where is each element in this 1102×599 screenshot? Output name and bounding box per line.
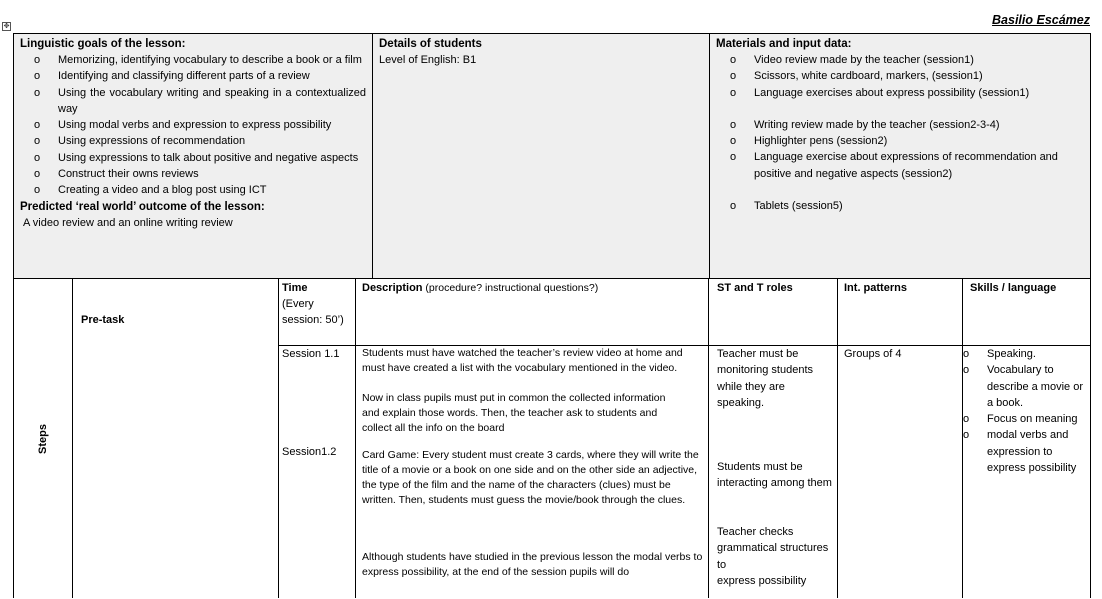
material-item: o Scissors, white cardboard, markers, (session1) [716, 68, 1084, 84]
role-text: Teacher checks grammatical structures to [717, 526, 829, 571]
goals-heading: Linguistic goals of the lesson: [20, 38, 186, 50]
material-item: o Tablets (session5) [716, 198, 1084, 214]
students-heading: Details of students [379, 38, 482, 50]
outcome-text: A video review and an online writing review [23, 216, 233, 229]
author-name: Basilio Escámez [992, 13, 1090, 27]
material-item: o Highlighter pens (session2) [716, 133, 1084, 149]
material-item: o Video review made by the teacher (session1) [716, 52, 1084, 68]
stage-pre-task: Pre-task [81, 314, 125, 326]
materials-cell [710, 34, 1090, 278]
goal-item: o Using modal verbs and expression to express possibility [20, 117, 366, 133]
materials-list-session2 [716, 117, 1084, 182]
description-paragraph: Now in class pupils must put in common the collected information and explain those words. Then, the teacher ask to students and collect all the info on the board [362, 392, 666, 434]
description-header [362, 280, 702, 296]
steps-side-label [14, 279, 73, 599]
goal-item: o Using expressions to talk about positive and negative aspects [20, 150, 366, 166]
skills-list [963, 346, 1089, 476]
interaction-pattern: Groups of 4 [844, 348, 902, 360]
skill-item: o modal verbs and expression to express possibility [963, 427, 1089, 476]
description-paragraph: Although students have studied in the previous lesson the modal verbs to express possibility, at the end of the session pupils will do [362, 551, 703, 578]
materials-heading: Materials and input data: [716, 38, 852, 50]
english-level: Level of English: B1 [379, 54, 477, 66]
goal-item: o Using the vocabulary writing and speaking in a contextualized way [20, 85, 366, 118]
goal-item: o Identifying and classifying different parts of a review [20, 68, 366, 84]
session-1-2: Session1.2 [282, 446, 337, 458]
material-item: o Language exercise about expressions of recommendation and positive and negative aspects (session2) [716, 149, 1084, 182]
goals-list [20, 52, 366, 199]
goal-item: o Using expressions of recommendation [20, 133, 366, 149]
description-paragraph: Students must have watched the teacher’s review video at home and must have created a list with the vocabulary mentioned in the video. [362, 347, 683, 374]
goal-item: o Construct their owns reviews [20, 166, 366, 182]
skill-item: o Focus on meaning [963, 411, 1089, 427]
material-item: o Language exercises about express possibility (session1) [716, 85, 1084, 101]
skills-header: Skills / language [970, 282, 1057, 294]
skill-item: o Speaking. [963, 346, 1089, 362]
role-text: Students must be interacting among them [717, 461, 832, 490]
description-header-note: (procedure? instructional questions?) [422, 282, 599, 294]
material-item: o Writing review made by the teacher (session2-3-4) [716, 117, 1084, 133]
goal-item: o Creating a video and a blog post using ICT [20, 182, 366, 198]
materials-list-session1 [716, 52, 1084, 101]
steps-label: Steps [37, 424, 49, 454]
patterns-header: Int. patterns [844, 282, 907, 294]
goal-item: o Memorizing, identifying vocabulary to describe a book or a film [20, 52, 366, 68]
table-move-handle-icon[interactable]: ✥ [3, 23, 10, 30]
lesson-overview-row [13, 33, 1091, 279]
time-header: Time [282, 282, 308, 294]
materials-list-session5 [716, 198, 1084, 214]
role-text-cut: express possibility [717, 575, 807, 587]
outcome-heading: Predicted ‘real world’ outcome of the lesson: [20, 200, 265, 213]
time-note: (Every session: 50’) [282, 298, 344, 327]
description-header-label: Description [362, 282, 423, 294]
session-1-1: Session 1.1 [282, 348, 340, 360]
roles-header: ST and T roles [717, 282, 793, 294]
role-text: Teacher must be monitoring students while they are speaking. [717, 348, 813, 409]
student-details-cell [373, 34, 710, 278]
linguistic-goals-cell [14, 34, 373, 278]
description-paragraph: Card Game: Every student must create 3 cards, where they will write the title of a movie or a book on one side and on the other side an adjective, the type of the film and the name of the characters (clues) must be written. Then, students must guess the movie/book through the clues. [362, 449, 699, 506]
skill-item: o Vocabulary to describe a movie or a book. [963, 362, 1089, 411]
steps-row [13, 278, 1091, 598]
